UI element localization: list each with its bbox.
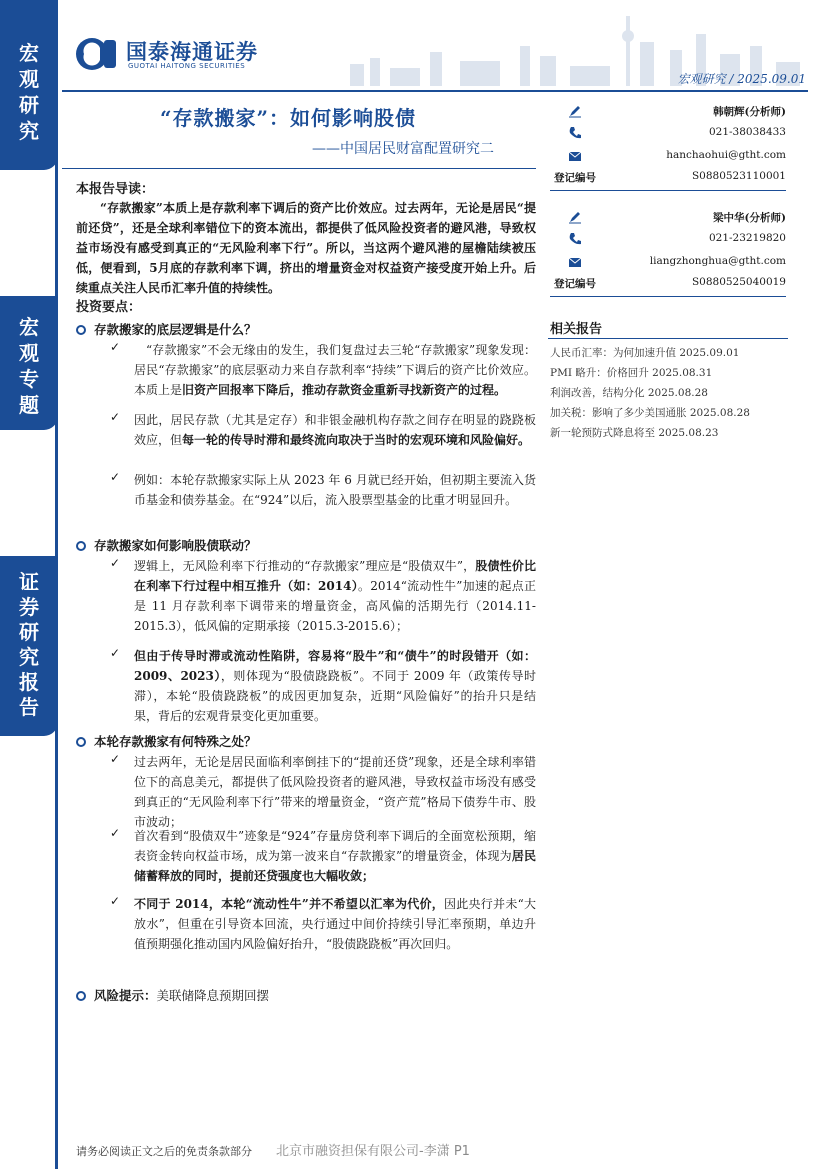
risk-heading bbox=[76, 986, 269, 1004]
analyst-email[interactable]: liangzhonghua@gtht.com bbox=[649, 255, 786, 267]
check-icon: ✓ bbox=[110, 894, 121, 908]
analyst-reg-row bbox=[550, 274, 786, 294]
bullet-icon bbox=[76, 325, 86, 335]
risk-text: 美联储降息预期回摆 bbox=[156, 988, 270, 1003]
para-emphasis: 股债性价比在利率下行过程中相互推升（如：2014） bbox=[134, 559, 536, 593]
analyst-reg-row bbox=[550, 168, 786, 188]
analyst-email-row bbox=[550, 253, 786, 273]
check-icon: ✓ bbox=[110, 826, 121, 840]
header-divider bbox=[62, 90, 808, 92]
tab-text: 宏观专题 bbox=[19, 315, 39, 417]
logo-name-en: GUOTAI HAITONG SECURITIES bbox=[128, 62, 246, 70]
para-text: ，则体现为“股债跷跷板”。不同于 2009 年（政策传导时滞），本轮“股债跷跷板”的成因更加复杂，近期“风险偏好”的抬升只是结果，背后的宏观背景变化更加重要。 bbox=[134, 669, 536, 723]
point-paragraph bbox=[134, 826, 536, 886]
para-text: 因此央行并未“大放水”，但重在引导资本回流，央行通过中间价持续引导汇率预期，单边升值预期强化推动国内风险偏好抬升，“股债跷跷板”再次回归。 bbox=[134, 897, 536, 951]
analyst-card bbox=[550, 208, 786, 292]
check-icon: ✓ bbox=[110, 556, 121, 570]
title-divider bbox=[62, 168, 536, 169]
sidebar-tab-macro-research bbox=[0, 0, 58, 170]
analyst-email-row bbox=[550, 147, 786, 167]
related-reports-title: 相关报告 bbox=[550, 322, 603, 337]
analyst-phone-row bbox=[550, 124, 786, 144]
analyst-divider bbox=[550, 190, 786, 191]
analyst-email[interactable]: hanchaohui@gtht.com bbox=[666, 149, 786, 161]
analyst-name-row bbox=[550, 208, 786, 228]
disclaimer-note: 请务必阅读正文之后的免责条款部分 bbox=[76, 1145, 252, 1158]
para-text: 。2014“流动性牛”加速的起点正是 11 月存款利率下调带来的增量资金，高风偏的活期先行（2014.11-2015.3），低风偏的定期承接（2015.3-2015.6）； bbox=[134, 579, 536, 633]
point-paragraph bbox=[134, 410, 536, 450]
check-icon: ✓ bbox=[110, 646, 121, 660]
watermark-text: 北京市融资担保有限公司-李潇 P1 bbox=[276, 1144, 470, 1159]
point-title: 本轮存款搬家有何特殊之处？ bbox=[94, 734, 257, 749]
point-heading bbox=[76, 732, 257, 750]
analyst-name: 韩朝辉(分析师) bbox=[713, 106, 786, 118]
intro-text: “存款搬家”本质上是存款利率下调后的资产比价效应。过去两年，无论是居民“提前还贷”，还是全球利率错位下的资本流出，都提供了低风险投资者的避风港，导致权益市场没有感受到真正的“无风险利率下行”。所以，当这两个避风港的屋檐陆续被压低，便看到，5月底的存款利率下调，挤出的增量资金对权益资产接受度开始上升。后续重点关注人民币汇率升值的持续性。 bbox=[76, 201, 536, 295]
para-emphasis: 但由于传导时滞或流动性陷阱，容易将“股牛”和“债牛”的时段错开（如：2009、2023） bbox=[134, 649, 536, 683]
point-paragraph: 过去两年，无论是居民面临利率倒挂下的“提前还贷”现象，还是全球利率错位下的高息美元，都提供了低风险投资者的避风港，导致权益市场没有感受到真正的“无风险利率下行”带来的增量资金，“资产荒”格局下债券牛市、股市波动； bbox=[134, 755, 536, 829]
analyst-phone: 021-23219820 bbox=[708, 232, 786, 244]
point-title: 存款搬家的底层逻辑是什么？ bbox=[94, 322, 257, 337]
para-emphasis: 旧资产回报率下降后，推动存款资金重新寻找新资产的过程。 bbox=[182, 383, 507, 397]
header-meta: 宏观研究 / 2025.09.01 bbox=[677, 72, 806, 86]
related-divider bbox=[548, 338, 788, 339]
tab-text: 宏观研究 bbox=[19, 41, 39, 143]
points-heading: 投资要点： bbox=[76, 300, 142, 315]
logo-icon bbox=[74, 36, 118, 72]
bullet-icon bbox=[76, 737, 86, 747]
reg-label: 登记编号 bbox=[554, 172, 596, 184]
para-emphasis: 不同于 2014，本轮“流动性牛”并不希望以汇率为代价， bbox=[134, 897, 444, 911]
related-report-link[interactable]: PMI 略升：价格回升 2025.08.31 bbox=[550, 367, 713, 379]
mail-icon bbox=[568, 255, 582, 269]
point-paragraph bbox=[134, 646, 536, 726]
intro-heading: 本报告导读： bbox=[76, 182, 155, 197]
related-report-link[interactable]: 利润改善，结构分化 2025.08.28 bbox=[550, 387, 708, 399]
point-heading bbox=[76, 320, 257, 338]
phone-icon bbox=[568, 232, 582, 246]
para-text: 逻辑上，无风险利率下行推动的“存款搬家”理应是“股债双牛”， bbox=[134, 559, 476, 573]
point-paragraph bbox=[134, 894, 536, 954]
pen-icon bbox=[568, 210, 582, 224]
related-report-link[interactable]: 人民币汇率：为何加速升值 2025.09.01 bbox=[550, 347, 740, 359]
analyst-divider bbox=[550, 296, 786, 297]
point-title: 存款搬家如何影响股债联动？ bbox=[94, 538, 257, 553]
check-icon: ✓ bbox=[110, 752, 121, 766]
analyst-name-row bbox=[550, 102, 786, 122]
point-paragraph bbox=[134, 340, 536, 400]
para-emphasis: 居民储蓄释放的同时，提前还贷强度也大幅收敛； bbox=[134, 849, 536, 883]
analyst-card bbox=[550, 102, 786, 186]
point-paragraph: 例如：本轮存款搬家实际上从 2023 年 6 月就已经开始，但初期主要流入货币基金和债券基金。在“924”以后，流入股票型基金的比重才明显回升。 bbox=[134, 473, 536, 507]
reg-label: 登记编号 bbox=[554, 278, 596, 290]
para-text: 因此，居民存款（尤其是定存）和非银金融机构存款之间存在明显的跷跷板效应，但 bbox=[134, 413, 536, 447]
report-subtitle: ——中国居民财富配置研究二 bbox=[312, 141, 494, 157]
point-paragraph bbox=[134, 556, 536, 636]
analyst-reg-number: S0880523110001 bbox=[691, 170, 786, 182]
analyst-phone-row bbox=[550, 230, 786, 250]
mail-icon bbox=[568, 149, 582, 163]
sidebar-tab-macro-topic bbox=[0, 296, 58, 430]
pen-icon bbox=[568, 104, 582, 118]
sidebar-tab-securities-report bbox=[0, 556, 58, 736]
sidebar bbox=[0, 0, 58, 1169]
para-emphasis: 每一轮的传导时滞和最终流向取决于当时的宏观环境和风险偏好。 bbox=[182, 433, 531, 447]
report-title: “存款搬家”：如何影响股债 bbox=[160, 106, 417, 130]
point-heading bbox=[76, 536, 257, 554]
bullet-icon bbox=[76, 991, 86, 1001]
related-report-link[interactable]: 新一轮预防式降息将至 2025.08.23 bbox=[550, 427, 719, 439]
risk-label: 风险提示： bbox=[94, 988, 157, 1003]
para-text: 首次看到“股债双牛”迹象是“924”存量房贷利率下调后的全面宽松预期，缩表资金转向权益市场，成为第一波来自“存款搬家”的增量资金，体现为 bbox=[134, 829, 536, 863]
analyst-phone: 021-38038433 bbox=[708, 126, 786, 138]
check-icon: ✓ bbox=[110, 470, 121, 484]
check-icon: ✓ bbox=[110, 410, 121, 424]
logo-name: 国泰海通证券 bbox=[126, 40, 258, 64]
check-icon: ✓ bbox=[110, 340, 121, 354]
para-text: “存款搬家”不会无缘由的发生，我们复盘过去三轮“存款搬家”现象发现：居民“存款搬家”的底层驱动力来自存款利率“持续”下调后的资产比价效应。本质上是 bbox=[134, 343, 536, 397]
tab-text: 证券研究报告 bbox=[19, 570, 39, 719]
bullet-icon bbox=[76, 541, 86, 551]
related-report-link[interactable]: 加关税：影响了多少美国通胀 2025.08.28 bbox=[550, 407, 750, 419]
analyst-reg-number: S0880525040019 bbox=[691, 276, 786, 288]
phone-icon bbox=[568, 126, 582, 140]
analyst-name: 梁中华(分析师) bbox=[713, 212, 786, 224]
